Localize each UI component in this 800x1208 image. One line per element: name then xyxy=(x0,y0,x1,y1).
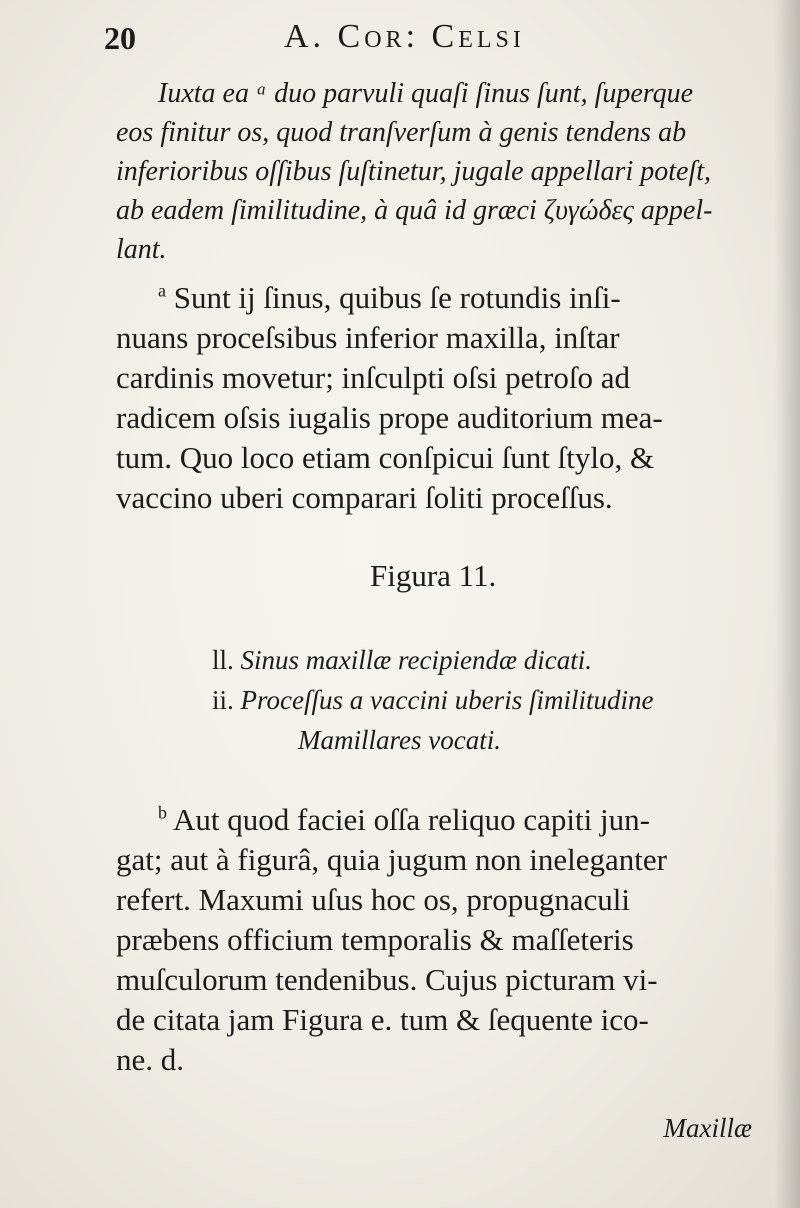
page-header xyxy=(104,18,664,64)
text-line: Iuxta ea ᵃ duo parvuli quaſi ſinus ſunt, ſuperque xyxy=(158,78,694,109)
legend-item xyxy=(212,680,772,720)
text-line: ne. d. xyxy=(116,1042,185,1077)
text-line: radicem oſsis iugalis prope auditorium mea- xyxy=(116,400,663,435)
text-line: inferioribus oſſibus ſuſtinetur, jugale appellari poteſt, xyxy=(116,156,711,187)
figure-title: Figura 11. xyxy=(370,558,497,593)
note-a-paragraph xyxy=(116,278,766,518)
page-number: 20 xyxy=(104,20,136,56)
text-line: cardinis movetur; inſculpti oſsi petroſo ad xyxy=(116,360,630,395)
text-line: lant. xyxy=(116,234,167,265)
text-line: nuans proceſsibus inferior maxilla, inſtar xyxy=(116,320,620,355)
note-marker: b xyxy=(158,802,167,823)
note-marker: a xyxy=(158,280,166,301)
text-line: gat; aut à figurâ, quia jugum non ineleganter xyxy=(116,842,667,877)
figure-legend xyxy=(212,640,772,760)
running-title: A. Cor: Celsi xyxy=(284,18,525,55)
legend-item xyxy=(212,720,772,760)
page-edge-shadow xyxy=(774,0,800,1208)
note-b-paragraph xyxy=(116,800,766,1080)
note-text: Sunt ij ſinus, quibus ſe rotundis inſi- xyxy=(173,280,621,315)
legend-number: ii. xyxy=(212,685,234,715)
note-text: Aut quod faciei oſſa reliquo capiti jun- xyxy=(173,802,650,837)
text-line: tum. Quo loco etiam conſpicui ſunt ſtylo, & xyxy=(116,440,655,475)
legend-text: Proceſſus a vaccini uberis ſimilitudine xyxy=(240,685,654,715)
legend-text: Sinus maxillæ recipiendæ dicati. xyxy=(240,645,592,675)
text-line: præbens officium temporalis & maſſeteris xyxy=(116,922,634,957)
text-line: eos finitur os, quod tranſverſum à genis tendens ab xyxy=(116,117,687,148)
legend-text: Mamillares vocati. xyxy=(298,725,501,755)
catchword: Maxillæ xyxy=(663,1113,752,1143)
italic-paragraph xyxy=(116,74,766,269)
text-line: muſculorum tendenibus. Cujus picturam vi- xyxy=(116,962,658,997)
text-line xyxy=(116,278,766,318)
text-line xyxy=(116,800,766,840)
text-line: de citata jam Figura e. tum & ſequente ico- xyxy=(116,1002,649,1037)
text-line: refert. Maxumi uſus hoc os, propugnaculi xyxy=(116,882,630,917)
legend-number: ll. xyxy=(212,645,234,675)
legend-item xyxy=(212,640,772,680)
text-line: vaccino uberi comparari ſoliti proceſſus. xyxy=(116,480,613,515)
text-line: ab eadem ſimilitudine, à quâ id græci ζυγώδες appel- xyxy=(116,195,713,226)
